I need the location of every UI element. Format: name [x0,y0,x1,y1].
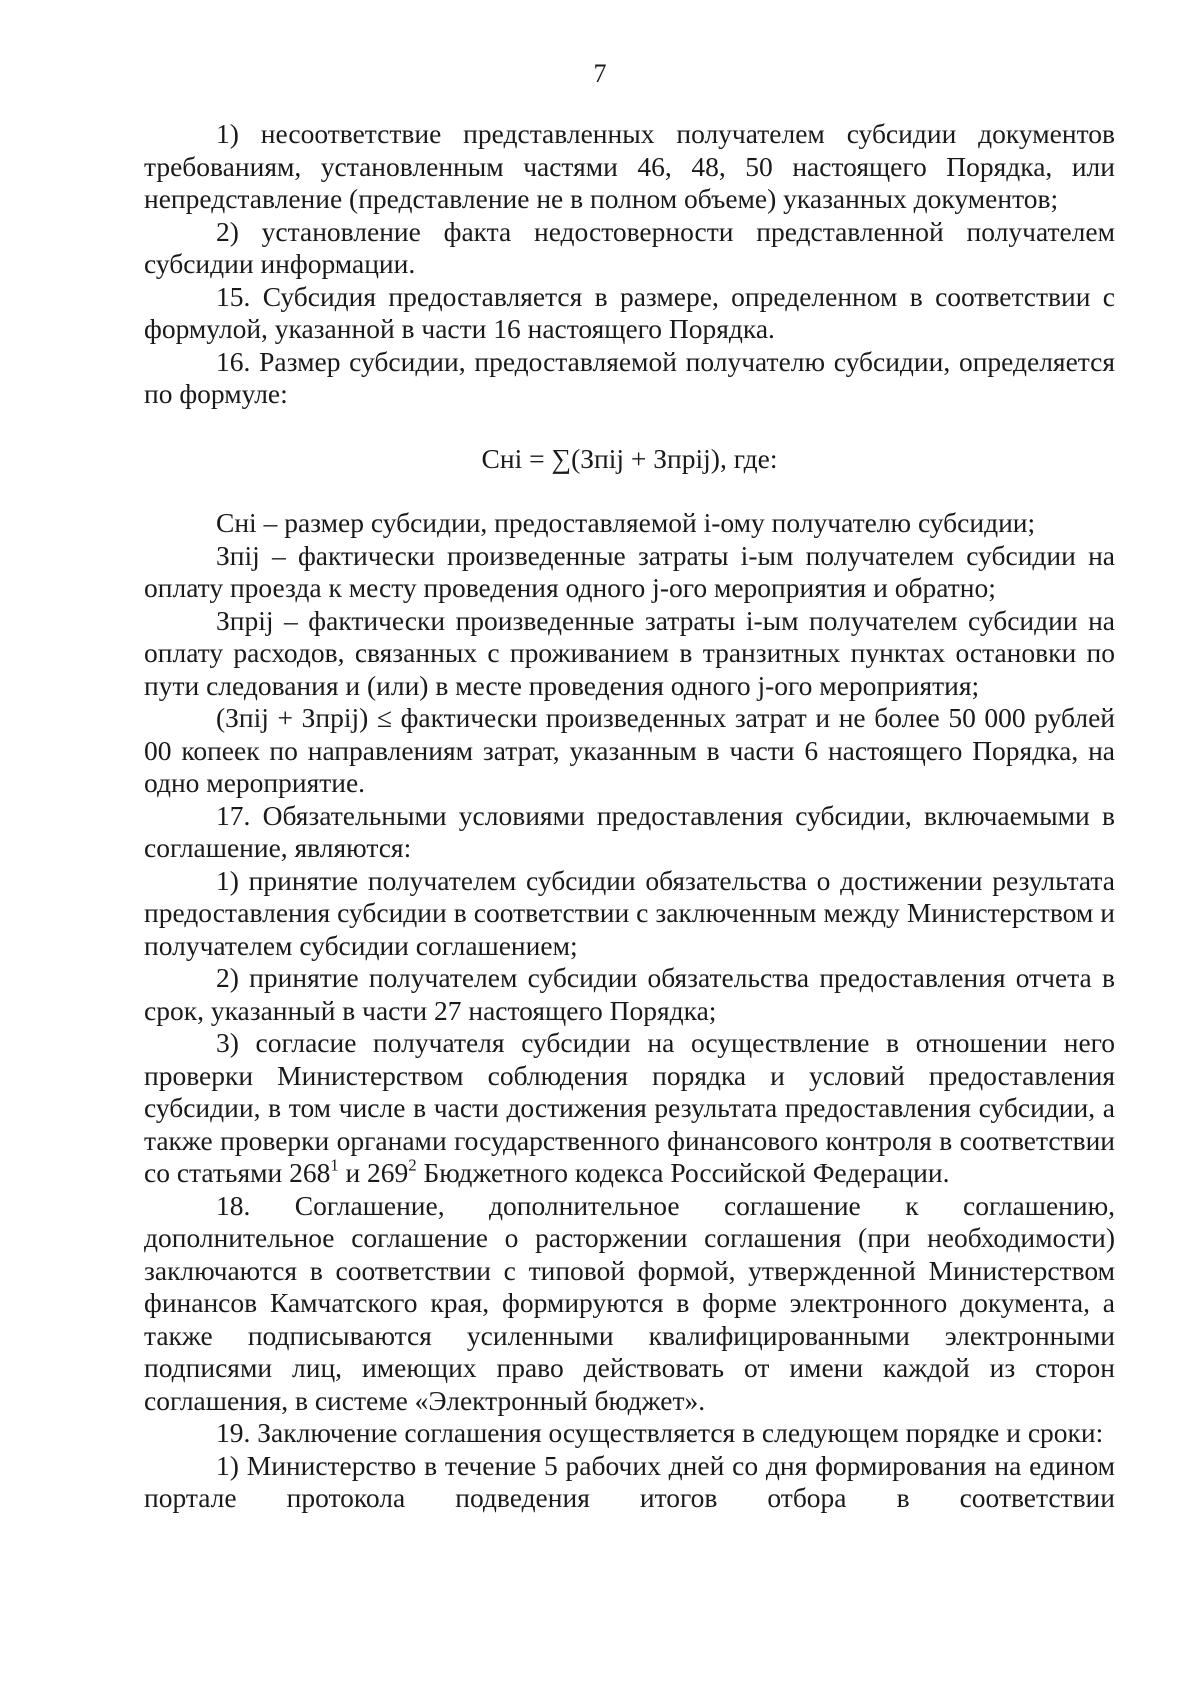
superscript-1: 1 [330,1155,339,1175]
definition-cni: Снi – размер субсидии, предоставляемой i-ому получателю субсидии; [216,507,1036,538]
paragraph-17: 17. Обязательными условиями предоставления субсидии, включаемыми в соглашение, являются: [144,799,1115,863]
subsidy-formula: Снi = ∑(Зпij + Зпрij), где: [481,442,778,474]
definition-limit: (Зпij + Зпрij) ≤ фактически произведенных затрат и не более 50 000 рублей 00 копеек по направлениям затрат, указанным в части 6 настоящего Порядка, на одно мероприятие. [144,702,1115,798]
definition-zpij: Зпij – фактически произведенные затраты i-ым получателем субсидии на оплату проезда к месту проведения одного j-ого мероприятия и обратно; [144,539,1115,603]
paragraph-16: 16. Размер субсидии, предоставляемой получателю субсидии, определяется по формуле: [144,345,1115,409]
document-body [144,118,1115,1515]
paragraph-19: 19. Заключение соглашения осуществляется в следующем порядке и сроки: [216,1417,1104,1448]
paragraph-18: 18. Соглашение, дополнительное соглашение к соглашению, дополнительное соглашение о расторжении соглашения (при необходимости) заключаются в соответствии с типовой формой, утвержденной Министерством финансов Камчатского края, формируются в форме электронного документа, а также подписываются усиленными квалифицированными электронными подписями лиц, имеющих право действовать от имени каждой из сторон соглашения, в системе «Электронный бюджет». [144,1189,1115,1416]
page-number: 7 [593,59,607,88]
item-3-text-end: Бюджетного кодекса Российской Федерации. [416,1157,950,1188]
item-3-text-start: 3) согласие получателя субсидии на осуществление в отношении него проверки Министерством соблюдения порядка и условий предоставления субсидии, в том числе в части достижения результата предоставления субсидии, а также проверки органами государственного финансового контроля в соответствии со статьями 268 [144,1027,1115,1188]
paragraph-14-item-1: 1) несоответствие представленных получателем субсидии документов требованиям, установленным частями 46, 48, 50 настоящего Порядка, или непредставление (представление не в полном объеме) указанных документов; [144,118,1115,214]
paragraph-17-item-1: 1) принятие получателем субсидии обязательства о достижении результата предоставления субсидии в соответствии с заключенным между Министерством и получателем субсидии соглашением; [144,864,1115,961]
paragraph-19-item-1: 1) Министерство в течение 5 рабочих дней со дня формирования на едином портале протокола подведения итогов отбора в соответствии [144,1449,1115,1513]
definition-zprij: Зпрij – фактически произведенные затраты i-ым получателем субсидии на оплату расходов, связанных с проживанием в транзитных пунктах остановки по пути следования и (или) в месте проведения одного j-ого мероприятия; [144,604,1115,701]
superscript-2: 2 [408,1155,417,1175]
paragraph-15: 15. Субсидия предоставляется в размере, определенном в соответствии с формулой, указанной в части 16 настоящего Порядка. [144,280,1115,344]
paragraph-17-item-2: 2) принятие получателем субсидии обязательства предоставления отчета в срок, указанный в части 27 настоящего Порядка; [144,962,1115,1026]
paragraph-14-item-2: 2) установление факта недостоверности представленной получателем субсидии информации. [144,215,1115,279]
item-3-text-middle: и 269 [338,1157,409,1188]
paragraph-17-item-3 [144,1027,1115,1190]
